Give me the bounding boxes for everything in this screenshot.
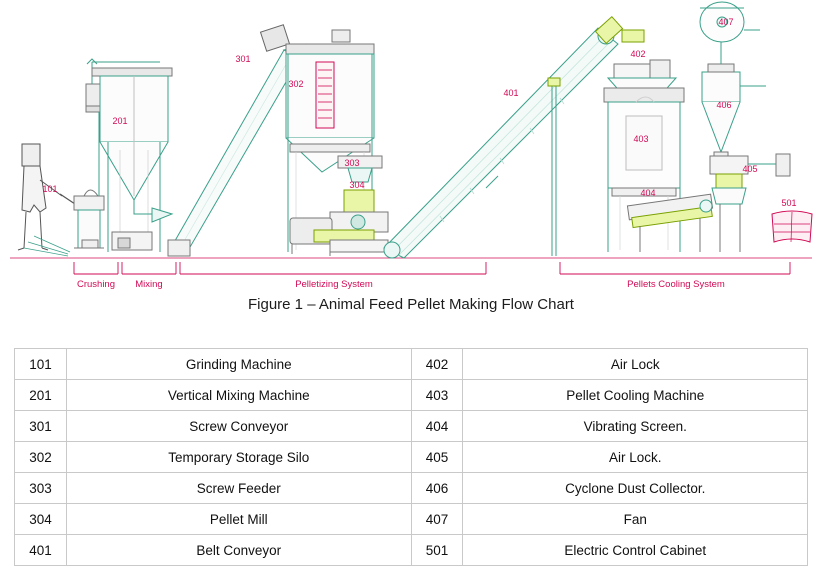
legend-code-right: 406 [411, 473, 463, 504]
electric-control-cabinet-501 [772, 211, 812, 242]
pellet-mill-304 [290, 190, 388, 256]
legend-name-left: Temporary Storage Silo [66, 442, 411, 473]
legend-code-right: 404 [411, 411, 463, 442]
table-row [15, 442, 808, 473]
system-label-cooling: Pellets Cooling System [627, 279, 725, 290]
legend-code-right: 402 [411, 349, 463, 380]
legend-name-right: Air Lock [463, 349, 808, 380]
legend-code-right: 403 [411, 380, 463, 411]
part-label-302: 302 [288, 79, 304, 89]
legend-code-left: 302 [15, 442, 67, 473]
air-lock-402 [608, 30, 676, 96]
legend-name-right: Fan [463, 504, 808, 535]
system-label-mixing: Mixing [135, 279, 163, 290]
table-row [15, 411, 808, 442]
part-label-303: 303 [344, 158, 360, 168]
pellet-cooling-machine-403 [604, 88, 684, 252]
part-label-501: 501 [781, 198, 797, 208]
legend-name-left: Vertical Mixing Machine [66, 380, 411, 411]
system-label-pelletizing: Pelletizing System [295, 279, 373, 290]
legend-code-right: 407 [411, 504, 463, 535]
legend-code-left: 201 [15, 380, 67, 411]
legend-name-right: Pellet Cooling Machine [463, 380, 808, 411]
part-legend-table [14, 348, 808, 566]
legend-name-right: Cyclone Dust Collector. [463, 473, 808, 504]
legend-code-left: 303 [15, 473, 67, 504]
table-row [15, 473, 808, 504]
figure-caption: Figure 1 – Animal Feed Pellet Making Flow Chart [248, 296, 574, 313]
legend-code-right: 405 [411, 442, 463, 473]
legend-code-left: 401 [15, 535, 67, 566]
table-row [15, 535, 808, 566]
legend-code-left: 101 [15, 349, 67, 380]
legend-code-left: 301 [15, 411, 67, 442]
part-label-402: 402 [630, 49, 646, 59]
part-label-101: 101 [42, 184, 58, 194]
part-label-405: 405 [742, 164, 758, 174]
legend-name-left: Belt Conveyor [66, 535, 411, 566]
part-label-407: 407 [718, 17, 734, 27]
legend-code-right: 501 [411, 535, 463, 566]
part-label-301: 301 [235, 54, 251, 64]
grinding-machine-101 [74, 190, 104, 248]
part-label-404: 404 [640, 188, 656, 198]
legend-name-left: Screw Feeder [66, 473, 411, 504]
table-row [15, 380, 808, 411]
part-label-403: 403 [633, 134, 649, 144]
belt-conveyor-401 [384, 17, 623, 258]
table-row [15, 349, 808, 380]
system-label-group [77, 279, 725, 290]
legend-code-left: 304 [15, 504, 67, 535]
vibrating-screen-404 [627, 194, 712, 252]
part-label-304: 304 [349, 180, 365, 190]
worker-figure [18, 144, 62, 250]
legend-name-right: Air Lock. [463, 442, 808, 473]
legend-name-right: Electric Control Cabinet [463, 535, 808, 566]
legend-name-left: Screw Conveyor [66, 411, 411, 442]
cyclone-dust-collector-406 [702, 40, 766, 162]
legend-name-left: Pellet Mill [66, 504, 411, 535]
system-brackets [74, 262, 790, 274]
part-label-401: 401 [503, 88, 519, 98]
part-label-406: 406 [716, 100, 732, 110]
system-label-crushing: Crushing [76, 279, 116, 290]
table-row [15, 504, 808, 535]
legend-name-left: Grinding Machine [66, 349, 411, 380]
part-label-201: 201 [112, 116, 128, 126]
vertical-mixing-machine-201 [92, 68, 172, 252]
legend-name-right: Vibrating Screen. [463, 411, 808, 442]
